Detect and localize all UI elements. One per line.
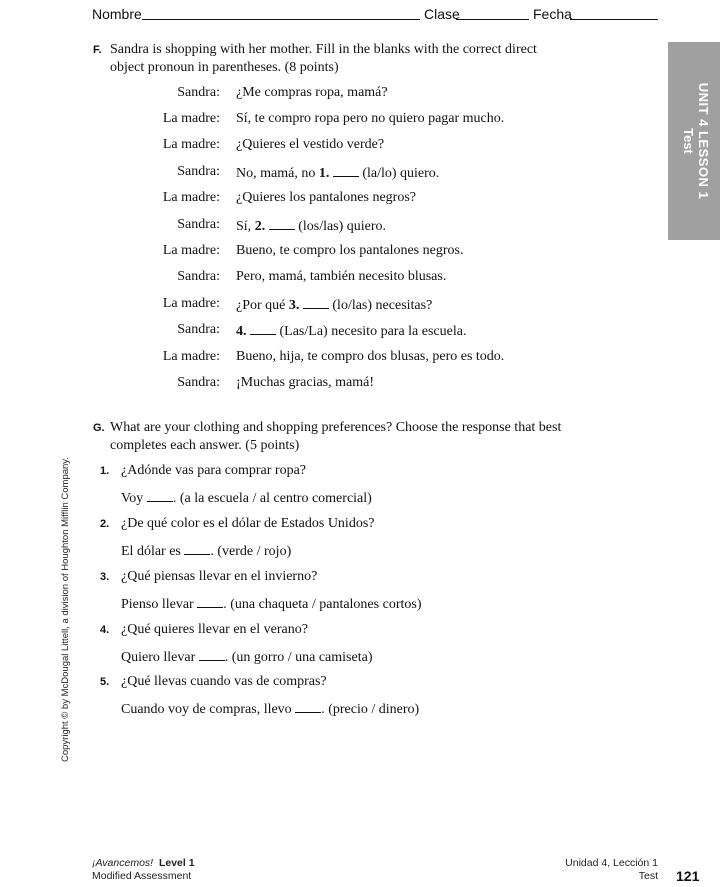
answer-text	[121, 542, 291, 560]
dialogue-line	[0, 137, 720, 155]
answer-blank-4[interactable]	[250, 322, 276, 335]
question-number: 5.	[100, 676, 110, 688]
dialogue-line	[0, 164, 720, 182]
section-g-letter: G.	[93, 422, 105, 434]
dialogue-line	[0, 85, 720, 103]
question-number: 3.	[100, 571, 110, 583]
line-text: Bueno, te compro los pantalones negros.	[236, 243, 464, 258]
question-text: ¿Qué quieres llevar en el verano?	[121, 622, 308, 637]
line-text	[236, 164, 439, 182]
line-post: (los/las) quiero.	[294, 219, 387, 234]
line-text	[236, 322, 466, 340]
dialogue-line	[0, 375, 720, 393]
assessment-type: Modified Assessment	[92, 870, 192, 882]
class-label: Clase	[424, 6, 460, 22]
blank-number: 4.	[236, 324, 247, 339]
line-post: (lo/las) necesitas?	[328, 298, 433, 313]
dialogue-line	[0, 111, 720, 129]
answer-pre: Cuando voy de compras, llevo	[121, 702, 296, 717]
section-f-line2: object pronoun in parentheses. (8 points)	[110, 60, 339, 75]
section-g-line1: What are your clothing and shopping preferences? Choose the response that best	[110, 420, 562, 435]
answer-pre: Pienso llevar	[121, 597, 198, 612]
line-post: (Las/La) necesito para la escuela.	[276, 324, 467, 339]
blank-number: 1.	[318, 166, 330, 181]
speaker: Sandra:	[177, 375, 220, 390]
speaker: La madre:	[162, 111, 220, 126]
answer-blank-1[interactable]	[333, 164, 359, 177]
dialogue-line	[0, 349, 720, 367]
answer-blank-2[interactable]	[269, 217, 295, 230]
dialogue-line	[0, 296, 720, 314]
answer-blank[interactable]	[295, 700, 321, 713]
line-text: Pero, mamá, también necesito blusas.	[236, 269, 447, 284]
footer-test-label: Test	[638, 870, 658, 882]
name-field[interactable]	[142, 19, 420, 20]
section-f-instructions	[93, 41, 563, 76]
question-text: ¿Adónde vas para comprar ropa?	[121, 463, 307, 478]
question-text: ¿Qué llevas cuando vas de compras?	[121, 674, 327, 689]
answer-options: . (una chaqueta / pantalones cortos)	[223, 597, 422, 612]
question-number: 2.	[100, 518, 110, 530]
dialogue-line	[0, 243, 720, 261]
line-text: ¿Quieres los pantalones negros?	[236, 190, 416, 205]
speaker: Sandra:	[177, 217, 220, 232]
speaker: Sandra:	[177, 269, 220, 284]
footer-right	[565, 857, 658, 883]
answer-text	[121, 595, 421, 613]
section-g-instructions	[93, 419, 563, 454]
answer-options: . (un gorro / una camiseta)	[224, 650, 373, 665]
speaker: La madre:	[162, 137, 220, 152]
answer-text	[121, 700, 419, 718]
blank-number: 2.	[254, 219, 266, 234]
line-pre: ¿Por qué	[236, 298, 289, 313]
speaker: La madre:	[162, 243, 220, 258]
name-label: Nombre	[92, 6, 142, 22]
line-text	[236, 217, 386, 235]
answer-blank[interactable]	[197, 595, 223, 608]
class-field[interactable]	[456, 19, 529, 20]
date-label: Fecha	[533, 6, 572, 22]
question-number: 1.	[100, 465, 110, 477]
answer-blank[interactable]	[184, 542, 210, 555]
answer-pre: Voy	[121, 491, 147, 506]
speaker: Sandra:	[177, 164, 220, 179]
date-field[interactable]	[570, 19, 658, 20]
answer-options: . (a la escuela / al centro comercial)	[172, 491, 372, 506]
answer-blank[interactable]	[147, 489, 173, 502]
dialogue-line	[0, 217, 720, 235]
footer-left	[92, 857, 195, 883]
section-f-letter: F.	[93, 44, 102, 56]
speaker: La madre:	[162, 190, 220, 205]
line-text: Sí, te compro ropa pero no quiero pagar mucho.	[236, 111, 505, 126]
answer-text	[121, 648, 372, 666]
book-level: Level 1	[158, 857, 195, 869]
unit-lesson-label: UNIT 4 LESSON 1	[696, 82, 711, 200]
page-number: 121	[676, 868, 700, 884]
line-text: Bueno, hija, te compro dos blusas, pero es todo.	[236, 349, 505, 364]
speaker: Sandra:	[177, 85, 220, 100]
line-text: ¿Me compras ropa, mamá?	[236, 85, 388, 100]
line-pre: Sí,	[236, 219, 255, 234]
test-label: Test	[681, 128, 696, 154]
line-text: ¡Muchas gracias, mamá!	[236, 375, 374, 390]
speaker: La madre:	[162, 296, 220, 311]
answer-blank[interactable]	[199, 648, 225, 661]
unit-lesson: Unidad 4, Lección 1	[565, 857, 658, 869]
section-f-line1: Sandra is shopping with her mother. Fill in the blanks with the correct direct	[110, 42, 537, 57]
dialogue-line	[0, 322, 720, 340]
question-text: ¿De qué color es el dólar de Estados Unidos?	[121, 516, 375, 531]
answer-text	[121, 489, 372, 507]
answer-pre: El dólar es	[121, 544, 185, 559]
line-pre: No, mamá, no	[236, 166, 319, 181]
answer-options: . (verde / rojo)	[210, 544, 292, 559]
dialogue-line	[0, 269, 720, 287]
line-text	[236, 296, 432, 314]
answer-blank-3[interactable]	[303, 296, 329, 309]
book-title: ¡Avancemos!	[92, 857, 154, 869]
blank-number: 3.	[288, 298, 300, 313]
answer-options: . (precio / dinero)	[321, 702, 420, 717]
line-text: ¿Quieres el vestido verde?	[236, 137, 385, 152]
line-post: (la/lo) quiero.	[358, 166, 440, 181]
copyright-notice: Copyright © by McDougal Littell, a division of Houghton Mifflin Company.	[60, 457, 71, 762]
answer-pre: Quiero llevar	[121, 650, 199, 665]
speaker: Sandra:	[177, 322, 220, 337]
question-number: 4.	[100, 624, 110, 636]
speaker: La madre:	[162, 349, 220, 364]
section-g-line2: completes each answer. (5 points)	[110, 438, 300, 453]
question-text: ¿Qué piensas llevar en el invierno?	[121, 569, 318, 584]
dialogue-line	[0, 190, 720, 208]
